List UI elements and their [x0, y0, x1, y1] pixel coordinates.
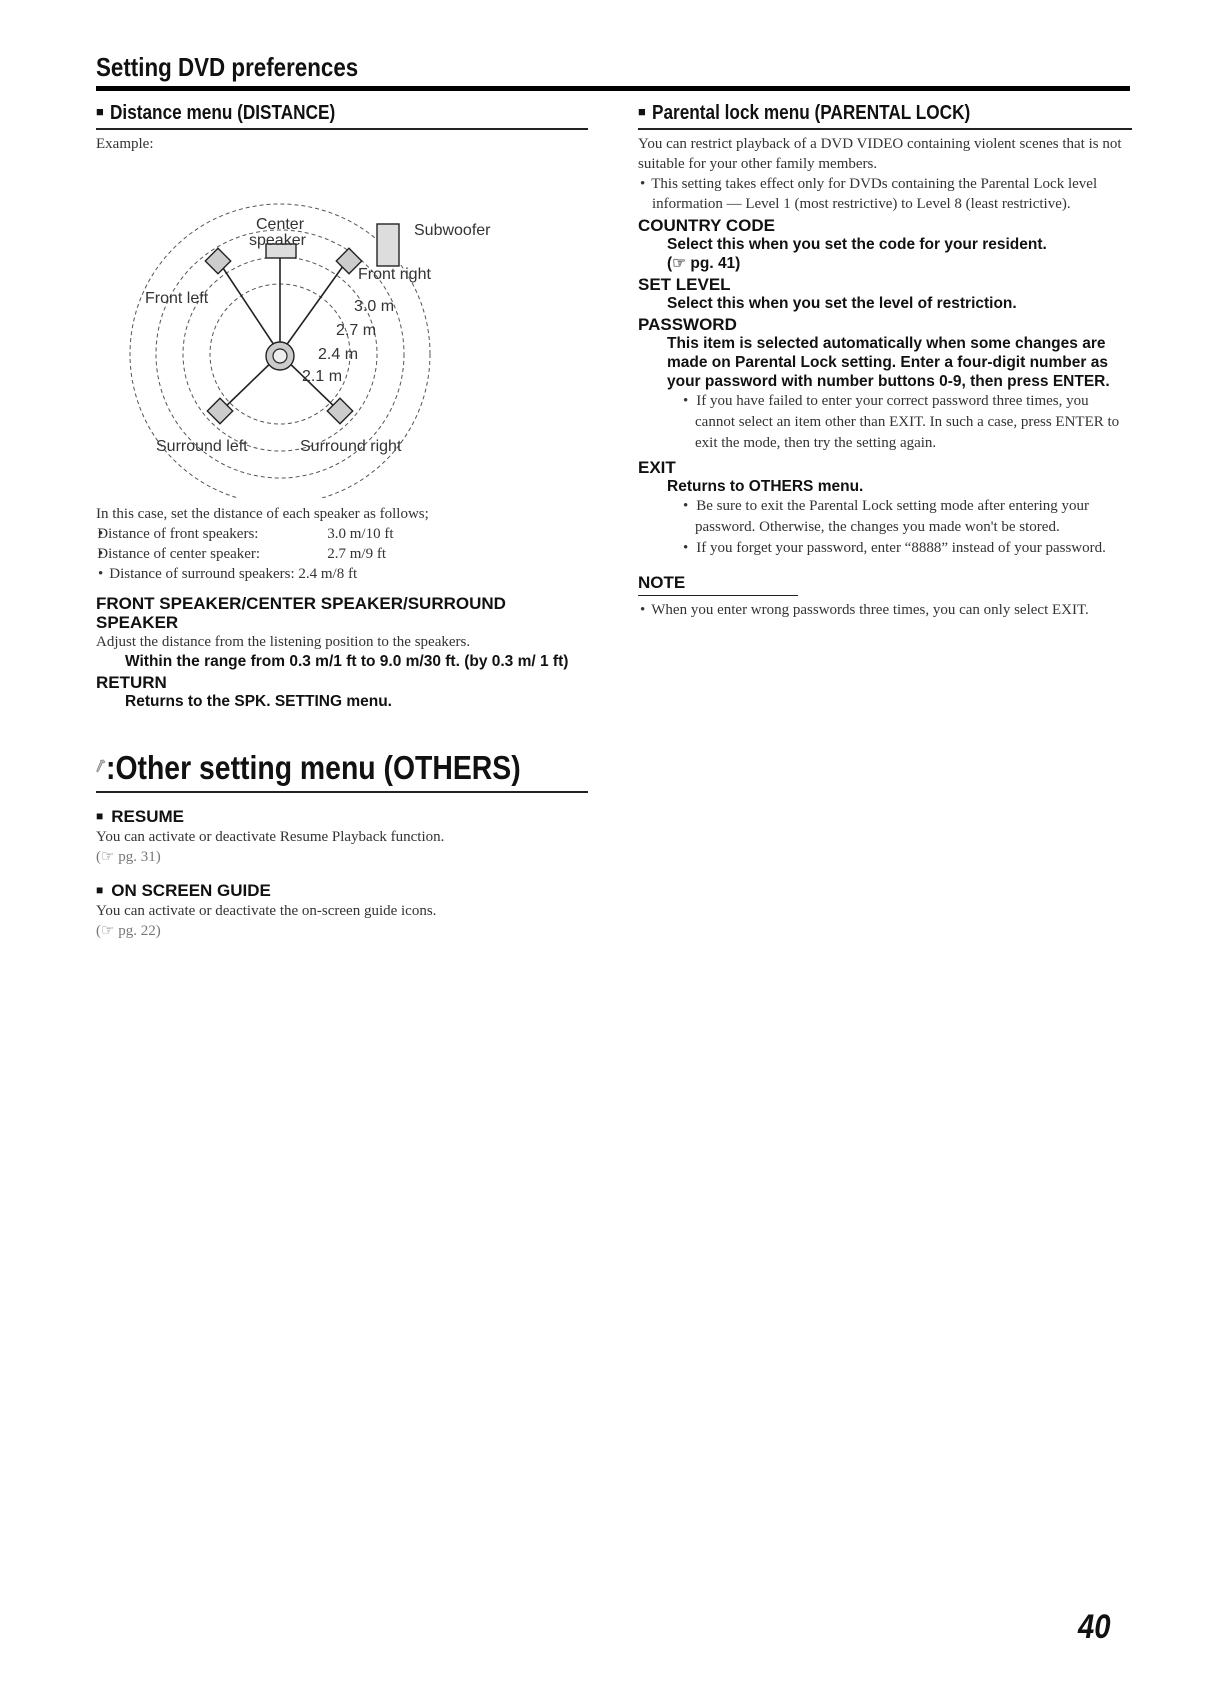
label-speaker: speaker [249, 232, 306, 249]
guide-heading: ■ ON SCREEN GUIDE [96, 881, 271, 900]
resume-heading: ■ RESUME [96, 807, 184, 826]
label-2-1m: 2.1 m [302, 368, 343, 385]
country-code-ref: (☞ pg. 41) [667, 255, 741, 272]
note-heading: NOTE [638, 573, 798, 596]
label-2-7m: 2.7 m [336, 322, 377, 339]
password-desc: This item is selected automatically when some changes are made on Parental Lock setting. Enter a four-digit number as your password with number buttons 0-9, then press ENTER. [667, 335, 1110, 390]
listener-icon [266, 342, 294, 370]
label-subwoofer: Subwoofer [414, 222, 491, 239]
square-bullet-icon: ■ [638, 104, 646, 119]
set-level-desc: Select this when you set the level of restriction. [667, 295, 1017, 312]
right-column [638, 102, 1132, 620]
header-rule [96, 86, 1130, 91]
password-title: PASSWORD [638, 315, 737, 334]
resume-ref: (☞ pg. 31) [96, 849, 161, 865]
set-level-title: SET LEVEL [638, 275, 731, 294]
guide-body: You can activate or deactivate the on-screen guide icons. [96, 903, 437, 919]
reference-icon: ☞ [672, 255, 687, 272]
password-note: • If you have failed to enter your correct password three times, you cannot select an item other than EXIT. In such a case, press ENTER to exit the mode, then try the setting again. [638, 391, 1132, 454]
label-surround-right: Surround right [300, 438, 402, 455]
page-header [96, 52, 401, 83]
return-desc: Returns to the SPK. SETTING menu. [125, 693, 392, 710]
label-center: Center [256, 216, 305, 233]
country-code-title: COUNTRY CODE [638, 216, 775, 235]
parental-bullet: • This setting takes effect only for DVDs containing the Parental Lock level information — Level 1 (most restrictive) to Level 8 (least restrictive). [638, 174, 1132, 214]
speaker-item-range: Within the range from 0.3 m/1 ft to 9.0 m/30 ft. (by 0.3 m/ 1 ft) [125, 653, 569, 670]
speaker-item-body: Adjust the distance from the listening position to the speakers. [96, 634, 471, 650]
speaker-distance-diagram [96, 158, 588, 498]
square-bullet-icon: ■ [96, 104, 104, 119]
square-bullet-icon: ■ [96, 883, 104, 897]
resume-body: You can activate or deactivate Resume Playback function. [96, 829, 445, 845]
square-bullet-icon: ■ [96, 809, 104, 823]
label-front-right: Front right [358, 266, 431, 283]
reference-icon: ☞ [101, 923, 115, 939]
page-number: 40 [1078, 1608, 1111, 1646]
parental-heading: ■ Parental lock menu (PARENTAL LOCK) [638, 102, 1132, 130]
note-body: • When you enter wrong passwords three times, you can only select EXIT. [638, 600, 1132, 620]
example-label: Example: [96, 136, 154, 152]
distance-heading: ■ Distance menu (DISTANCE) [96, 102, 588, 130]
distance-row: • Distance of front speakers: 3.0 m/10 ft [96, 524, 588, 544]
distance-row: • Distance of surround speakers: 2.4 m/8 ft [96, 564, 588, 584]
label-3-0m: 3.0 m [354, 298, 395, 315]
reference-icon: ☞ [101, 849, 115, 865]
distance-intro: In this case, set the distance of each speaker as follows; [96, 506, 429, 522]
exit-desc: Returns to OTHERS menu. [667, 478, 864, 495]
front-left-speaker-icon [205, 248, 230, 273]
guide-ref: (☞ pg. 22) [96, 923, 161, 939]
country-code-desc: Select this when you set the code for your resident. [667, 236, 1047, 253]
exit-note: • If you forget your password, enter “8888” instead of your password. [638, 538, 1132, 559]
wrench-icon [96, 745, 106, 787]
label-surround-left: Surround left [156, 438, 248, 455]
exit-title: EXIT [638, 458, 676, 477]
exit-note: • Be sure to exit the Parental Lock setting mode after entering your password. Otherwise, the changes you made won't be stored. [638, 496, 1132, 538]
return-title: RETURN [96, 673, 167, 692]
left-column [96, 102, 588, 941]
surround-left-speaker-icon [207, 398, 232, 423]
page-title: Setting DVD preferences [96, 52, 359, 82]
speaker-item-title: FRONT SPEAKER/CENTER SPEAKER/SURROUND SPEAKER [96, 594, 506, 632]
parental-intro: You can restrict playback of a DVD VIDEO containing violent scenes that is not suitable for your other family members. [638, 136, 1122, 172]
others-heading: :Other setting menu (OTHERS) [96, 745, 588, 793]
distance-row: • Distance of center speaker: 2.7 m/9 ft [96, 544, 588, 564]
label-2-4m: 2.4 m [318, 346, 359, 363]
label-front-left: Front left [145, 290, 209, 307]
subwoofer-icon [377, 224, 399, 266]
